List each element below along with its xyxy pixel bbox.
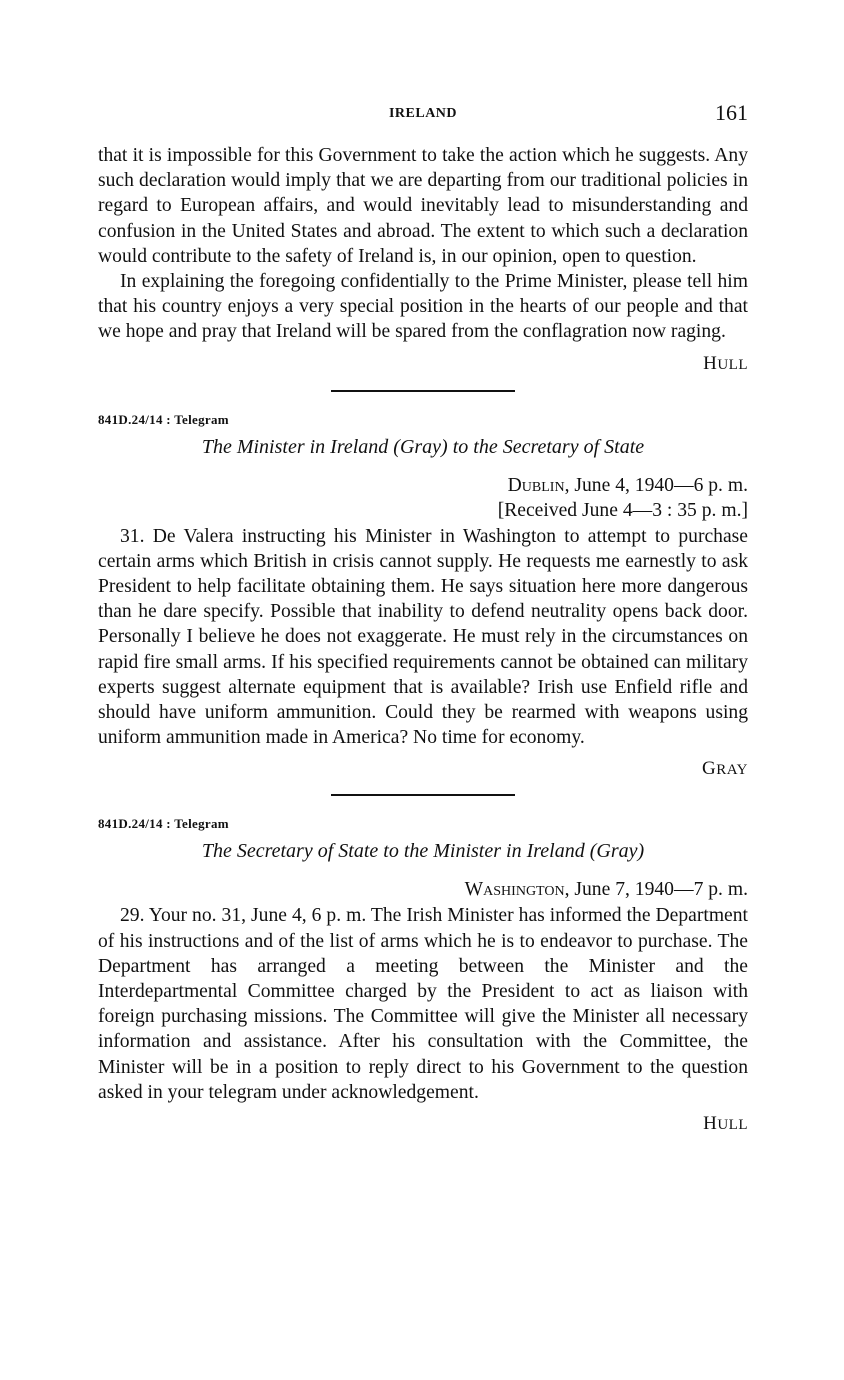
signature-rest: RAY <box>716 762 748 779</box>
document-title: The Secretary of State to the Minister in Ireland (Gray) <box>201 840 645 863</box>
telegram-body: 29. Your no. 31, June 4, 6 p. m. The Irish Minister has informed the Department of his instructions and of the list of arms which he is to endeavor to purchase. The Department has arranged a meeting between the Minister and the Interdepartmental Committee charged by the President to act as liaison with foreign purchasing missions. The Committee will give the Minister all necessary information and assistance. After his consultation with the Committee, the Minister will be in a position to reply direct to his Government to the question asked in your telegram under acknowledgement. <box>98 905 748 1103</box>
running-head: IRELAND <box>388 106 458 121</box>
telegram-body: 31. De Valera instructing his Minister in Washington to attempt to purchase certain arms which British in crisis cannot supply. He requests me earnestly to ask President to help facilitate obtaining them. He says situation here more dangerous than he dare specify. Possible that inability to defend neutrality opens back door. Personally I believe he does not exaggerate. He must rely in the circumstances on rapid fire small arms. If his specified requirements cannot be obtained can military experts suggest alternate equipment that is available? Irish use Enfield rifle and should have uniform ammunition. Could they be rearmed with weapons using uniform ammunition made in America? No time for economy. <box>98 525 748 749</box>
section-divider <box>331 390 515 392</box>
file-reference: 841D.24/14 : Telegram <box>98 816 229 832</box>
section-divider <box>331 794 515 796</box>
dateline <box>98 877 748 902</box>
page-number: 161 <box>715 100 748 125</box>
signature-initial: G <box>701 758 717 780</box>
signature-hull <box>98 1111 748 1136</box>
file-reference: 841D.24/14 : Telegram <box>98 411 229 427</box>
signature-gray <box>98 756 748 781</box>
signature-initial: H <box>703 352 718 374</box>
signature-hull <box>98 351 748 376</box>
signature-initial: H <box>703 1113 718 1135</box>
signature-rest: ULL <box>717 356 748 373</box>
dateline-date: , June 4, 1940—6 p. m. <box>564 474 748 496</box>
dateline-place: Washington <box>464 879 565 901</box>
dateline <box>98 473 748 498</box>
received-line: [Received June 4—3 : 35 p. m.] <box>497 499 748 521</box>
continuation-paragraph: that it is impossible for this Government to take the action which he suggests. Any such declaration would imply that we are departing from our traditional policies in regard to European affairs, and would inevitably lead to misunderstanding and confusion in the United States and abroad. The extent to which such a declaration would contribute to the safety of Ireland is, in our opinion, open to question. <box>98 145 748 267</box>
dateline-place: Dublin <box>507 474 565 496</box>
page-body <box>98 143 748 1136</box>
paragraph: In explaining the foregoing confidentially to the Prime Minister, please tell him that his country enjoys a very special position in the hearts of our people and that we hope and pray that Ireland will be spared from the conflagration now raging. <box>98 271 748 343</box>
document-title: The Minister in Ireland (Gray) to the Secretary of State <box>201 435 645 458</box>
dateline-date: , June 7, 1940—7 p. m. <box>564 879 748 901</box>
signature-rest: ULL <box>717 1117 748 1134</box>
page-header <box>98 100 748 130</box>
